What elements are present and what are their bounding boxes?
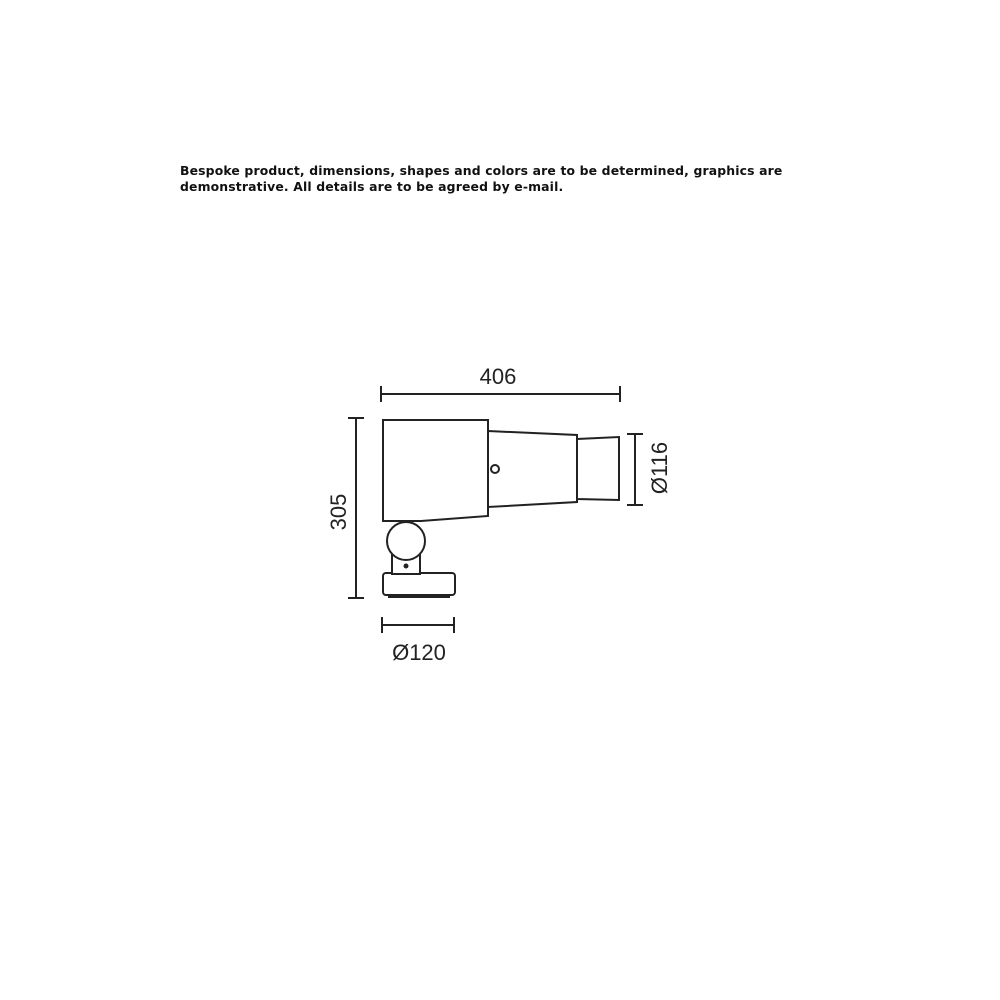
base-diameter-label: Ø120 — [392, 640, 446, 665]
middle-section — [488, 431, 577, 507]
main-housing — [383, 420, 488, 521]
head-diameter-dimension — [627, 434, 672, 505]
height-label: 305 — [326, 493, 351, 531]
length-label: 406 — [479, 364, 517, 389]
head-diameter-label: Ø116 — [647, 441, 672, 495]
base-diameter-dimension — [382, 617, 454, 665]
disclaimer-line-2: demonstrative. All details are to be agreed by e-mail. — [180, 179, 564, 194]
front-cylinder — [577, 437, 619, 500]
length-dimension — [381, 364, 620, 402]
adjustment-screw — [491, 465, 499, 473]
base-plate — [383, 573, 455, 595]
neck-screw — [404, 564, 409, 569]
disclaimer-line-1: Bespoke product, dimensions, shapes and colors are to be determined, graphics are — [180, 163, 783, 178]
base-plate-rim — [388, 594, 450, 598]
pivot-joint — [387, 522, 425, 560]
height-dimension — [326, 418, 364, 598]
spotlight-figure — [383, 420, 619, 598]
